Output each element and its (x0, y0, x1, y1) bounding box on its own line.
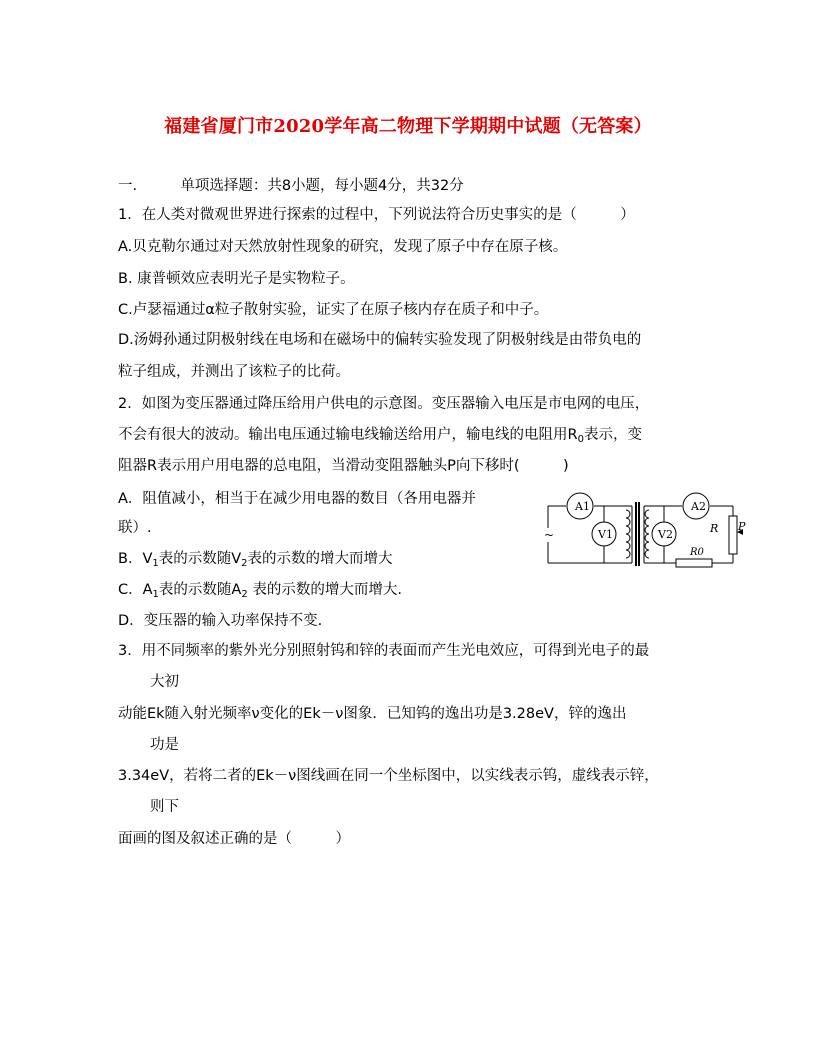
q1-stem: 1．在人类对微观世界进行探索的过程中，下列说法符合历史事实的是（ ） (118, 207, 635, 223)
variable-resistor-r (729, 516, 737, 554)
ac-source-icon: ~ (544, 528, 555, 542)
q3-stem-line2: 动能Ek随入射光频率ν变化的Ek－ν图象．已知钨的逸出功是3.28eV，锌的逸出 (118, 706, 627, 722)
label-a1: A1 (575, 500, 590, 513)
q2-option-c-pre: C．A (118, 582, 153, 598)
r0-subscript: 0 (577, 434, 584, 445)
q3-stem-line1: 3．用不同频率的紫外光分别照射钨和锌的表面而产生光电效应，可得到光电子的最 (118, 643, 650, 659)
q2-option-a-line2: 联）. (118, 520, 152, 536)
q2-option-b (118, 549, 393, 574)
q1-option-b: B. 康普顿效应表明光子是实物粒子。 (118, 271, 355, 287)
v2-subscript: 2 (241, 558, 248, 569)
q2-option-b-pre: B．V (118, 551, 153, 567)
q2-option-c-mid: 表的示数随A (158, 582, 242, 598)
q1-option-a: A.贝克勒尔通过对天然放射性现象的研究，发现了原子中存在原子核。 (118, 239, 568, 255)
label-a2: A2 (691, 500, 706, 513)
q2-stem-line1: 2．如图为变压器通过降压给用户供电的示意图。变压器输入电压是市电网的电压， (118, 396, 650, 412)
q1-option-d-line2: 粒子组成，并测出了该粒子的比荷。 (118, 364, 350, 380)
q1-option-d-line1: D.汤姆孙通过阴极射线在电场和在磁场中的偏转实验发现了阴极射线是由带负电的 (118, 332, 642, 348)
q3-stem-line3: 3.34eV，若将二者的Ek－ν图线画在同一个坐标图中，以实线表示钨，虚线表示锌， (118, 768, 659, 784)
q3-stem-line4: 面画的图及叙述正确的是（ ） (118, 831, 350, 847)
section-heading (118, 176, 464, 196)
q3-stem-line2-wrap: 功是 (150, 737, 179, 753)
section-number: 一. (118, 178, 138, 194)
q1-option-c: C.卢瑟福通过α粒子散射实验，证实了在原子核内存在质子和中子。 (118, 302, 549, 318)
q2-option-c (118, 580, 402, 605)
section-description: 单项选择题：共8小题，每小题4分，共32分 (180, 178, 464, 194)
q3-stem-line1-wrap: 大初 (150, 674, 179, 690)
q2-stem-line2 (118, 425, 642, 450)
label-p: P (738, 520, 746, 533)
secondary-coil (645, 510, 649, 558)
q2-stem-line2-text: 不会有很大的波动。输出电压通过输电线输送给用户，输电线的电阻用R (118, 427, 578, 443)
a2-subscript: 2 (241, 589, 248, 600)
label-r0: R0 (690, 547, 704, 558)
q2-option-b-mid: 表的示数随V (158, 551, 242, 567)
q2-stem-line3: 阻器R表示用户用电器的总电阻，当滑动变阻器触头P向下移时( ) (118, 458, 569, 474)
q2-stem-line2-end: 表示，变 (583, 427, 642, 443)
label-v2: V2 (658, 528, 673, 541)
q2-option-a-line1: A．阻值减小，相当于在减少用电器的数目（各用电器并 (118, 491, 476, 507)
primary-coil (626, 510, 630, 558)
line-resistor-r0 (676, 559, 712, 567)
q2-option-d: D．变压器的输入功率保持不变. (118, 613, 323, 629)
q2-option-c-end: 表的示数的增大而增大. (247, 582, 402, 598)
q2-option-b-end: 表的示数的增大而增大 (247, 551, 393, 567)
transformer-circuit-diagram (540, 488, 750, 568)
label-v1: V1 (598, 528, 613, 541)
a1-subscript: 1 (152, 589, 159, 600)
label-r: R (710, 522, 719, 535)
q3-stem-line3-wrap: 则下 (150, 799, 179, 815)
v1-subscript: 1 (152, 558, 159, 569)
page-title: 福建省厦门市2020学年高二物理下学期期中试题（无答案） (164, 116, 652, 137)
